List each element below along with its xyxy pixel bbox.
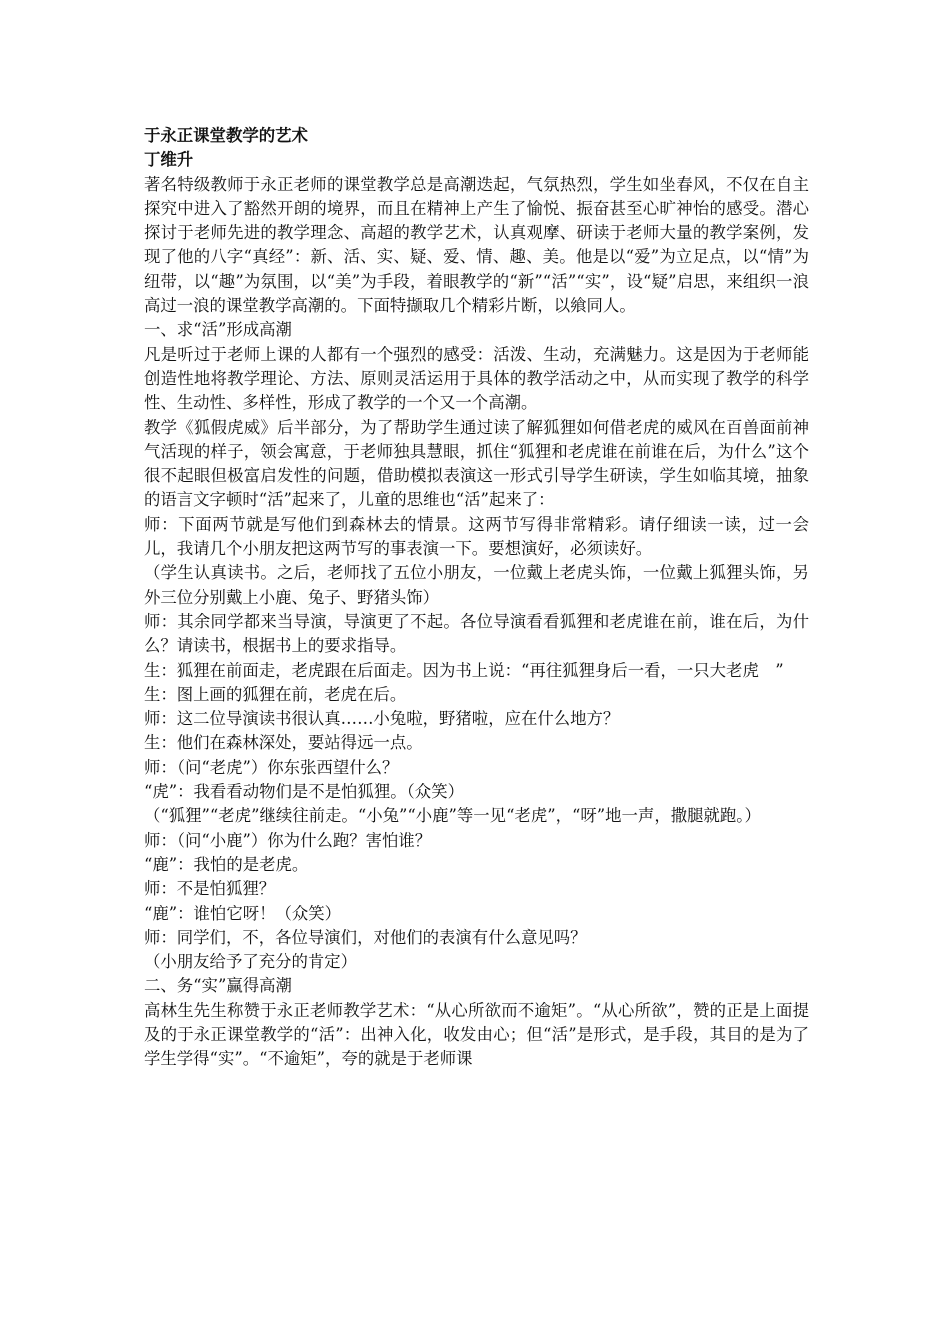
section-heading-2: 二、务“实”赢得高潮 — [144, 976, 292, 996]
dialogue-line: 师：不是怕狐狸？ — [144, 879, 276, 899]
dialogue-line: 师：（问“老虎”）你东张西望什么？ — [144, 757, 399, 777]
dialogue-line: 师：其余同学都来当导演，导演更了不起。各位导演看看狐狸和老虎谁在前，谁在后，为什么？请读书，根据书上的要求指导。 — [144, 611, 809, 656]
paragraph: 高林生先生称赞于永正老师教学艺术：“从心所欲而不逾矩”。“从心所欲”，赞的正是上面提及的于永正课堂教学的“活”：出神入化，收发由心；但“活”是形式，是手段，其目的是为了学生学得“实”。“不逾矩”，夸的就是于老师课 — [144, 1000, 809, 1069]
dialogue-line: “鹿”：谁怕它呀！（众笑） — [144, 903, 342, 923]
section-heading-1: 一、求“活”形成高潮 — [144, 320, 292, 340]
dialogue-line: 师：下面两节就是写他们到森林去的情景。这两节写得非常精彩。请仔细读一读，过一会儿，我请几个小朋友把这两节写的事表演一下。要想演好，必须读好。 — [144, 514, 809, 559]
paragraph: 教学《狐假虎威》后半部分，为了帮助学生通过读了解狐狸如何借老虎的威风在百兽面前神气活现的样子，领会寓意，于老师独具慧眼，抓住“狐狸和老虎谁在前谁在后，为什么”这个很不起眼但极富启发性的问题，借助模拟表演这一形式引导学生研读，学生如临其境，抽象的语言文字顿时“活”起来了，儿童的思维也“活”起来了： — [144, 417, 809, 510]
dialogue-line: 师：这二位导演读书很认真……小兔啦，野猪啦，应在什么地方？ — [144, 709, 620, 729]
document-author: 丁维升 — [144, 150, 194, 170]
dialogue-line: “鹿”：我怕的是老虎。 — [144, 854, 309, 874]
paragraph-intro: 著名特级教师于永正老师的课堂教学总是高潮迭起，气氛热烈，学生如坐春风，不仅在自主探究中进入了豁然开朗的境界，而且在精神上产生了愉悦、振奋甚至心旷神怡的感受。潜心探讨于老师先进的教学理念、高超的教学艺术，认真观摩、研读于老师大量的教学案例，发现了他的八字“真经”：新、活、实、疑、爱、情、趣、美。他是以“爱”为立足点，以“情”为纽带，以“趣”为氛围，以“美”为手段，着眼教学的“新”“活”“实”，设“疑”启思，来组织一浪高过一浪的课堂教学高潮的。下面特撷取几个精彩片断，以飨同人。 — [144, 174, 809, 316]
dialogue-line: “虎”：我看看动物们是不是怕狐狸。（众笑） — [144, 782, 464, 802]
dialogue-line: （“狐狸”“老虎”继续往前走。“小兔”“小鹿”等一见“老虎”，“呀”地一声，撒腿就跑。） — [144, 806, 761, 826]
dialogue-line: 师：（问“小鹿”）你为什么跑？害怕谁？ — [144, 830, 432, 850]
dialogue-line: （小朋友给予了充分的肯定） — [144, 952, 358, 972]
document-title: 于永正课堂教学的艺术 — [144, 126, 308, 145]
document-page — [144, 124, 809, 1072]
dialogue-line: 生：他们在森林深处，要站得远一点。 — [144, 733, 423, 753]
paragraph: 凡是听过于老师上课的人都有一个强烈的感受：活泼、生动，充满魅力。这是因为于老师能创造性地将教学理论、方法、原则灵活运用于具体的教学活动之中，从而实现了教学的科学性、生动性、多样性，形成了教学的一个又一个高潮。 — [144, 344, 809, 413]
dialogue-line: 师：同学们，不，各位导演们，对他们的表演有什么意见吗？ — [144, 927, 587, 947]
dialogue-line: 生：图上画的狐狸在前，老虎在后。 — [144, 684, 407, 704]
dialogue-line: （学生认真读书。之后，老师找了五位小朋友，一位戴上老虎头饰，一位戴上狐狸头饰，另外三位分别戴上小鹿、兔子、野猪头饰） — [144, 563, 809, 607]
dialogue-line: 生：狐狸在前面走，老虎跟在后面走。因为书上说：“再往狐狸身后一看，一只大老虎 ” — [144, 660, 784, 680]
